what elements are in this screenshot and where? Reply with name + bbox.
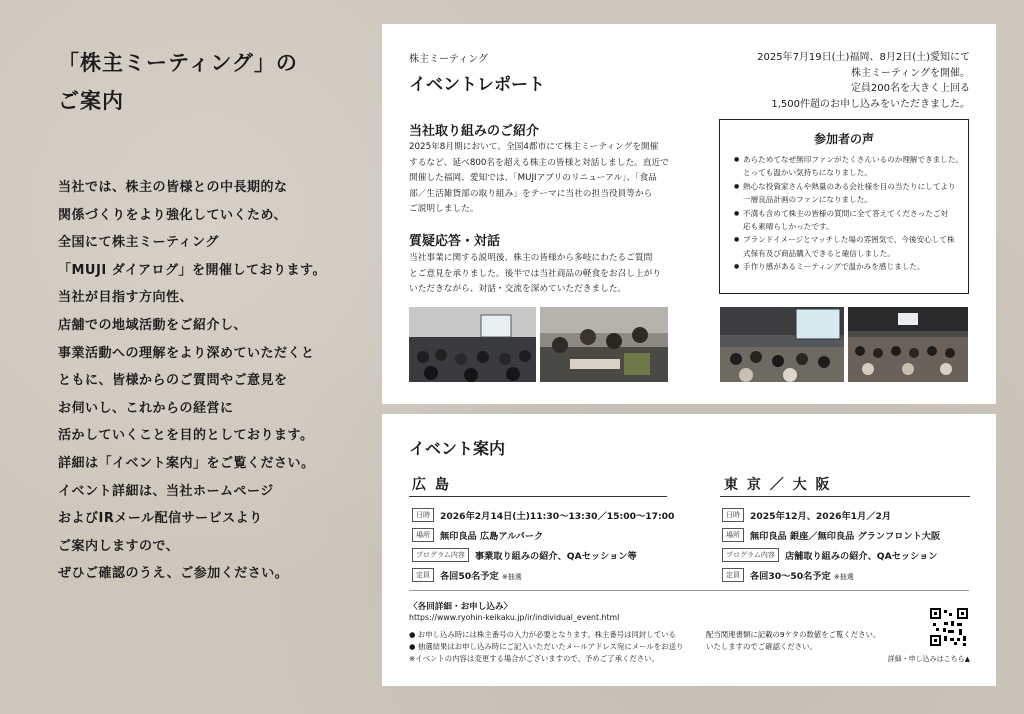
- voices-list: [720, 153, 968, 274]
- section-initiatives-text: 2025年8月期において、全国4都市にて株主ミーティングを開催 するなど、延べ800名を超える株主の皆様と対話しました。直近で 開催した福岡、愛知では、「MUJIアプリのリニューアル」、「食品 部／生活雑貨部の取り組み」をテーマに当社の担当役員等から ご説明しました。: [409, 142, 669, 215]
- guide-title: イベント案内: [409, 439, 506, 458]
- participant-voices-box: [719, 119, 969, 294]
- apply-notes: ● お申し込み時には株主番号の入力が必要となります。株主番号は同封している ● 抽選結果はお申し込み時にご記入いただいたメールアドレス宛にメールをお送り ※イベントの内容は変更する場合がございますので、予めご了承ください。: [409, 630, 684, 664]
- intro-line: 店舗での地域活動をご紹介し、: [58, 317, 248, 333]
- voices-title: 参加者の声: [813, 132, 874, 146]
- tokyo-place: 無印良品 銀座／無印良品 グランフロント大阪: [750, 531, 941, 542]
- tokyo-capacity-row: [722, 568, 854, 582]
- tokyo-program: 店舗取り組みの紹介、QAセッション: [784, 551, 938, 562]
- intro-line: ご案内しますので、: [58, 538, 180, 554]
- intro-line: 「MUJI ダイアログ」を開催しております。: [58, 262, 327, 278]
- intro-line: 関係づくりをより強化していくため、: [58, 207, 287, 223]
- qr-code[interactable]: [930, 608, 968, 646]
- place-tag: 場所: [412, 528, 434, 542]
- program-tag: プログラム内容: [722, 548, 779, 562]
- hiroshima-capacity-row: [412, 568, 522, 582]
- tokyo-date-row: [722, 508, 891, 522]
- hiroshima-program-row: [412, 548, 637, 562]
- intro-line: 活かしていくことを目的としております。: [58, 428, 314, 444]
- intro-line: お伺いし、これからの経営に: [58, 400, 234, 416]
- section-initiatives-title: 当社取り組みのご紹介: [409, 124, 540, 139]
- intro-line: イベント詳細は、当社ホームページ: [58, 483, 274, 499]
- hiroshima-date: 2026年2月14日(土)11:30〜13:30／15:00〜17:00: [440, 511, 675, 522]
- city-divider: [720, 496, 970, 497]
- hiroshima-date-row: [412, 508, 674, 522]
- capacity-tag: 定員: [412, 568, 434, 582]
- intro-line: 当社では、株主の皆様との中長期的な: [58, 180, 288, 195]
- report-title: イベントレポート: [409, 75, 545, 95]
- report-summary: 2025年7月19日(土)福岡、8月2日(土)愛知にて 株主ミーティングを開催。 定員200名を大きく上回る 1,500件超のお申し込みをいただきました。: [757, 52, 970, 110]
- event-photo-1: [409, 307, 536, 382]
- program-tag: プログラム内容: [412, 548, 469, 562]
- hiroshima-capacity: 各回50名予定 ※抽選: [440, 571, 522, 582]
- place-tag: 場所: [722, 528, 744, 542]
- apply-url-link[interactable]: https://www.ryohin-keikaku.jp/ir/individual_event.html: [409, 613, 620, 622]
- intro-line: ともに、皆様からのご質問やご意見を: [58, 373, 288, 389]
- voice-item: ● 熱心な投資家さんや熱量のある会社様を目の当たりにしてより 一層良品計画のファンになりました。: [734, 180, 958, 207]
- section-qa-title: 質疑応答・対話: [409, 234, 501, 249]
- hiroshima-place: 無印良品 広島アルパーク: [440, 531, 544, 542]
- report-kicker: 株主ミーティング: [409, 54, 488, 65]
- voice-item: ● 不満も含めて株主の皆様の質問に全て答えてくださったご対 応も素晴らしかったです。: [734, 207, 958, 234]
- date-tag: 日時: [412, 508, 434, 522]
- event-photo-4: [848, 307, 968, 382]
- voice-item: ● あらためてなぜ無印ファンがたくさんいるのか理解できました。 とっても温かい気持ちになりました。: [734, 153, 958, 180]
- event-photo-2: [540, 307, 668, 382]
- section-divider: [409, 590, 969, 591]
- voice-item: ● ブランドイメージとマッチした場の雰囲気で、今後安心して株 式保有及び商品購入できると確信しました。: [734, 233, 958, 260]
- tokyo-place-row: [722, 528, 940, 542]
- city-tokyo-osaka: 東 京 ／ 大 阪: [724, 477, 832, 493]
- city-divider: [409, 496, 667, 497]
- tokyo-capacity: 各回30〜50名予定 ※抽選: [750, 571, 854, 582]
- event-guide-panel: [382, 414, 996, 686]
- intro-line: 事業活動への理解をより深めていただくと: [58, 345, 315, 361]
- voice-item: ● 手作り感があるミーティングで温かみを感じました。: [734, 260, 958, 273]
- section-qa-text: 当社事業に関する説明後、株主の皆様から多岐にわたるご質問 とご意見を承りました。後半では当社商品の軽食をお召し上がり いただきながら、対話・交流を深めていただきました。: [409, 253, 661, 295]
- intro-body: [58, 174, 358, 588]
- tokyo-program-row: [722, 548, 938, 562]
- apply-heading: 〈各回詳細・お申し込み〉: [409, 602, 513, 612]
- intro-column: [58, 44, 358, 588]
- event-report-panel: [382, 24, 996, 404]
- tokyo-date: 2025年12月、2026年1月／2月: [750, 511, 892, 522]
- capacity-tag: 定員: [722, 568, 744, 582]
- hiroshima-place-row: [412, 528, 543, 542]
- intro-line: およびIRメール配信サービスより: [58, 511, 263, 527]
- intro-line: 当社が目指す方向性、: [58, 290, 194, 306]
- intro-line: 全国にて株主ミーティング: [58, 235, 219, 251]
- hiroshima-program: 事業取り組みの紹介、QAセッション等: [474, 551, 637, 562]
- apply-notes-continued: 配当関連書類に記載の9ケタの数値をご覧ください。 いたしますのでご確認ください。: [706, 630, 881, 652]
- qr-caption: 詳細・申し込みはこちら▲: [887, 655, 970, 663]
- intro-line: ぜひご確認のうえ、ご参加ください。: [58, 566, 289, 582]
- intro-heading: 「株主ミーティング」の ご案内: [58, 51, 298, 113]
- intro-line: 詳細は「イベント案内」をご覧ください。: [58, 455, 315, 471]
- city-hiroshima: 広 島: [412, 477, 451, 493]
- date-tag: 日時: [722, 508, 744, 522]
- event-photo-3: [720, 307, 844, 382]
